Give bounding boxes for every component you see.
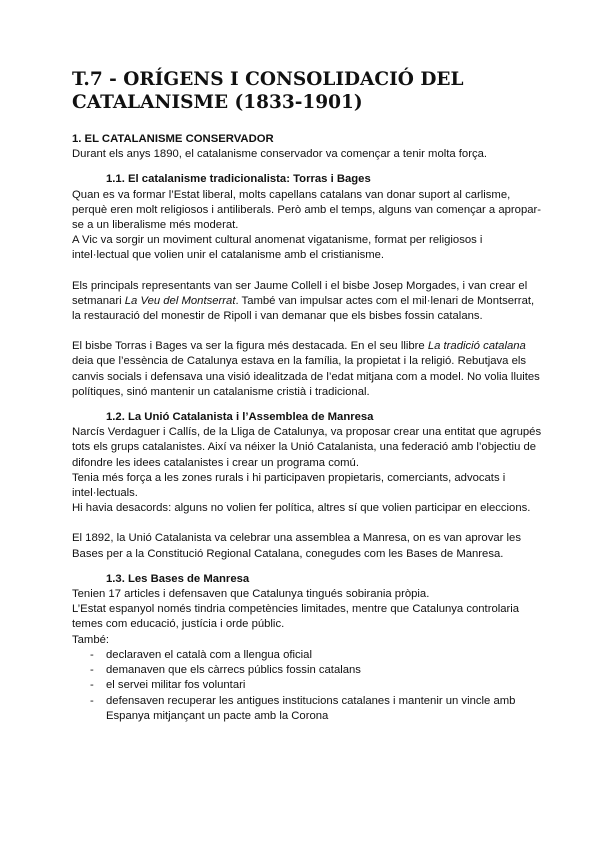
paragraph: A Vic va sorgir un moviment cultural anomenat vigatanisme, format per religiosos i intel·lectual que volien unir el catalanisme amb el cristianisme. (72, 234, 483, 262)
subsection-heading: 1.1. El catalanisme tradicionalista: Torras i Bages (106, 173, 371, 186)
paragraph (72, 279, 542, 325)
paragraph: L’Estat espanyol només tindria competències limitades, mentre que Catalunya controlaria temes com educació, justícia i orde públic. (72, 603, 520, 631)
text-run: El bisbe Torras i Bages va ser la figura més destacada. En el seu llibre (72, 340, 428, 353)
text-run: . També van impulsar actes com el mil·lenari de Montserrat, la restauració del monestir de Ripoll i van demanar que els bisbes fossin catalans. (72, 294, 535, 323)
paragraph: Hi havia desacords: alguns no volien fer política, altres sí que volien participar en eleccions. (72, 502, 531, 515)
paragraph: Quan es va formar l’Estat liberal, molts capellans catalans van donar suport al carlisme, perquè eren molt religiosos i antiliberals. Però amb el temps, alguns van començar a apropar-se a un liberalisme més moderat. (72, 188, 542, 232)
document-title: T.7 - ORÍGENS I CONSOLIDACIÓ DEL CATALANISME (1833-1901) (72, 69, 464, 113)
paragraph: Tenia més força a les zones rurals i hi participaven propietaris, comerciants, advocats i intel·lectuals. (72, 471, 506, 500)
text-run: Els principals representants van ser Jaume Collell i el bisbe Josep Morgades, i van crear el setmanari (72, 279, 528, 307)
subsection-heading: 1.3. Les Bases de Manresa (106, 572, 250, 585)
list-item: - demanaven que els càrrecs públics fossin catalans (72, 663, 542, 678)
publication-title: La Veu del Montserrat (124, 294, 236, 307)
document-body (72, 132, 542, 724)
paragraph: Tenien 17 articles i defensaven que Catalunya tingués sobirania pròpia. (72, 588, 430, 601)
paragraph: Narcís Verdaguer i Callís, de la Lliga de Catalunya, va proposar crear una entitat que agrupés tots els grups catalanistes. Així va néixer la Unió Catalanista, una federació amb l’objectiu de difondre les idees catalanistes i crear un programa comú. (72, 426, 542, 469)
paragraph: El 1892, la Unió Catalanista va celebrar una assemblea a Manresa, on es van aprovar les Bases per a la Constitució Regional Catalana, conegudes com les Bases de Manresa. (72, 532, 521, 560)
paragraph: Durant els anys 1890, el catalanisme conservador va començar a tenir molta força. (72, 148, 488, 161)
text-run: deia que l’essència de Catalunya estava en la família, la propietat i la religió. Rebutjava els canvis socials i defensava una visió idealitzada de l’edat mitjana com a model. No volia lluites polítiques, sinó mantenir un catalanisme cristià i tradicional. (72, 355, 540, 398)
subsection-heading: 1.2. La Unió Catalanista i l’Assemblea de Manresa (106, 411, 374, 424)
list-item: - declaraven el català com a llengua oficial (72, 648, 542, 663)
book-title: La tradició catalana (427, 340, 526, 353)
list-item: - el servei militar fos voluntari (72, 678, 542, 693)
list-item: - defensaven recuperar les antigues institucions catalanes i mantenir un vincle amb Espanya mitjançant un pacte amb la Corona (72, 694, 542, 724)
paragraph: També: (72, 633, 110, 646)
paragraph (72, 339, 542, 400)
section-heading: 1. EL CATALANISME CONSERVADOR (72, 133, 274, 145)
bullet-list (72, 648, 542, 724)
